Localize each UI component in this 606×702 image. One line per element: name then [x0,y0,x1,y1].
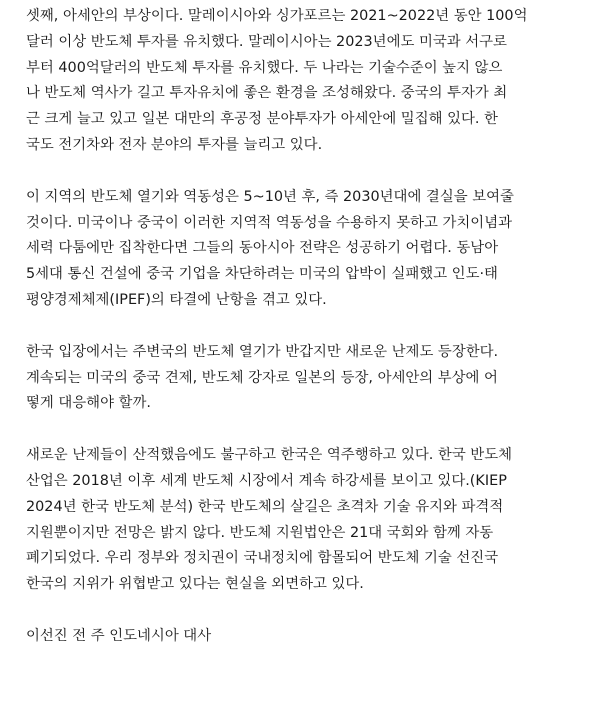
text-line: 2024년 한국 반도체 분석) 한국 반도체의 살길은 초격차 기술 유지와 파격적 [26,498,504,515]
text-line: 산업은 2018년 이후 세계 반도체 시장에서 계속 하강세를 보이고 있다.(KIEP [26,472,507,489]
text-line: 나 반도체 역사가 길고 투자유치에 좋은 환경을 조성해왔다. 중국의 투자가 최 [26,85,508,102]
text-line: 한국 입장에서는 주변국의 반도체 열기가 반갑지만 새로운 난제도 등장한다. [26,343,499,360]
author-byline: 이선진 전 주 인도네시아 대사 [26,627,212,644]
text-line: 평양경제체제(IPEF)의 타결에 난항을 겪고 있다. [26,291,327,308]
text-line: 달러 이상 반도체 투자를 유치했다. 말레이시아는 2023년에도 미국과 서구로 [26,33,507,50]
paragraph-regional-dynamism [26,185,592,314]
text-line: 세력 다툼에만 집착한다면 그들의 동아시아 전략은 성공하기 어렵다. 동남아 [26,240,499,257]
text-line: 근 크게 늘고 있고 일본 대만의 후공정 분야투자가 아세안에 밀집해 있다. 한 [26,111,498,128]
text-line: 지원뿐이지만 전망은 밝지 않다. 반도체 지원법안은 21대 국회와 함께 자동 [26,524,494,541]
text-line: 떻게 대응해야 할까. [26,395,151,412]
text-line: 5세대 통신 건설에 중국 기업을 차단하려는 미국의 압박이 실패했고 인도·태 [26,266,498,283]
text-line: 새로운 난제들이 산적했음에도 불구하고 한국은 역주행하고 있다. 한국 반도체 [26,447,513,464]
text-line: 이 지역의 반도체 열기와 역동성은 5~10년 후, 즉 2030년대에 결실을 보여줄 [26,188,514,205]
text-line: 셋째, 아세안의 부상이다. 말레이시아와 싱가포르는 2021~2022년 동안 100억 [26,8,528,24]
text-line: 한국의 지위가 위협받고 있다는 현실을 외면하고 있다. [26,576,364,593]
article-body [26,4,592,650]
text-line: 것이다. 미국이나 중국이 이러한 지역적 역동성을 수용하지 못하고 가치이념과 [26,214,513,231]
text-line: 국도 전기차와 전자 분야의 투자를 늘리고 있다. [26,136,323,153]
text-line: 계속되는 미국의 중국 견제, 반도체 강자로 일본의 등장, 아세안의 부상에 어 [26,369,498,386]
text-line: 폐기되었다. 우리 정부와 정치권이 국내정치에 함몰되어 반도체 기술 선진국 [26,550,499,567]
paragraph-asean-rise [26,4,592,159]
paragraph-korea-decline [26,443,592,598]
paragraph-korea-position [26,340,592,417]
text-line: 부터 400억달러의 반도체 투자를 유치했다. 두 나라는 기술수준이 높지 않으 [26,59,503,76]
